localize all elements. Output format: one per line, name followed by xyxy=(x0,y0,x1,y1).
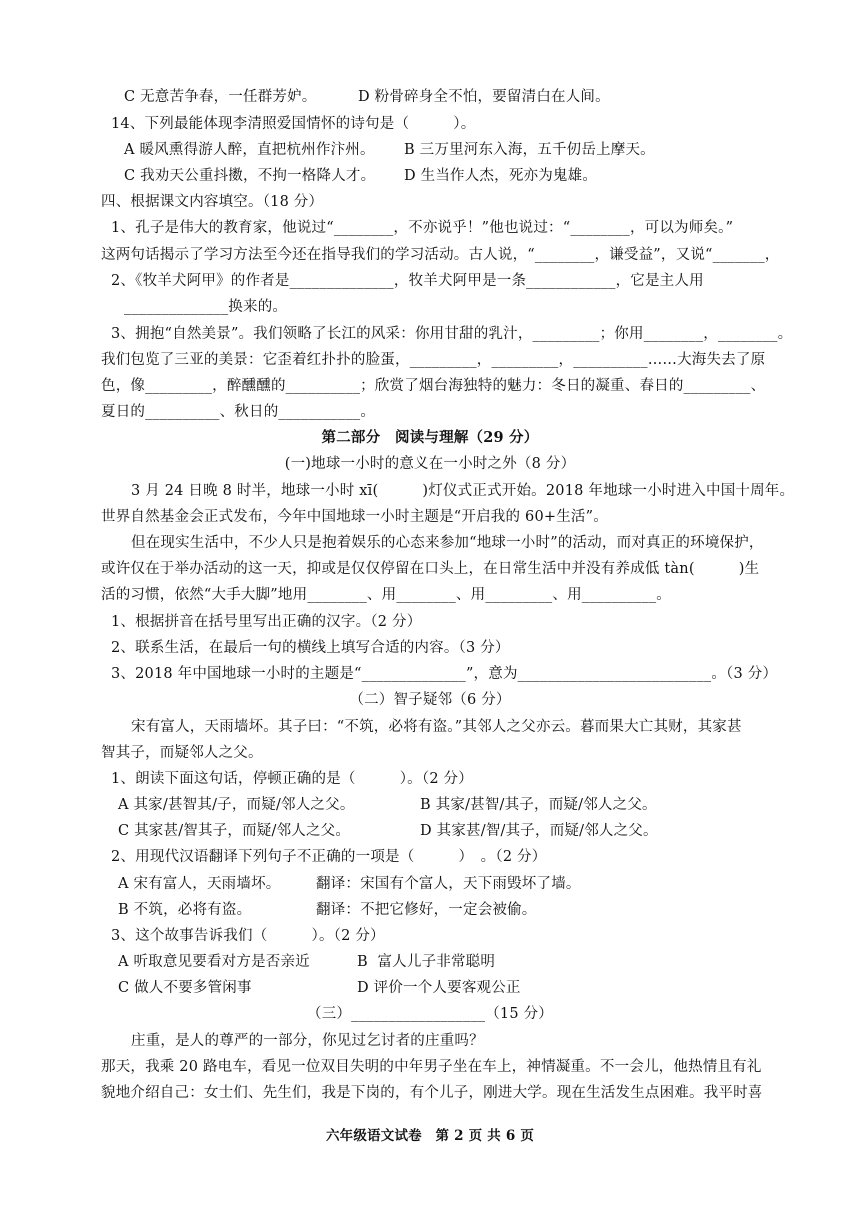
passage2-q1-option-a: A 其家/甚智其/子，而疑/邻人之父。 xyxy=(118,797,355,813)
passage2-q1-option-c: C 其家甚/智其子，而疑/邻人之父。 xyxy=(118,823,351,839)
q14-option-c: C 我劝天公重抖擞，不拘一格降人才。 xyxy=(124,168,376,184)
passage2-q1-option-b: B 其家/甚智/其子，而疑/邻人之父。 xyxy=(420,797,657,813)
passage2-q3-option-b: B 富人儿子非常聪明 xyxy=(357,954,496,970)
section4-q3-line1: 3、拥抱“自然美景”。我们领略了长江的风采：你用甘甜的乳汁，_________；你用________，________。 xyxy=(111,326,793,342)
passage2-q2-a-translation: 翻译：宋国有个富人，天下雨毁坏了墙。 xyxy=(316,876,581,892)
passage3-title: （三）__________________（15 分） xyxy=(307,1006,553,1022)
passage2-p1-line2: 智其子，而疑邻人之父。 xyxy=(101,745,263,761)
passage1-q2: 2、联系生活，在最后一句的横线上填写合适的内容。（3 分） xyxy=(111,640,510,656)
section4-title: 四、根据课文内容填空。（18 分） xyxy=(101,194,324,210)
passage2-q3-option-c: C 做人不要多管闲事 xyxy=(118,980,252,996)
passage2-p1-line1: 宋有富人，天雨墙坏。其子曰：“不筑，必将有盗。”其邻人之父亦云。暮而果大亡其财，其家甚 xyxy=(131,719,742,735)
passage2-title: （二）智子疑邻（6 分） xyxy=(349,692,511,708)
passage1-p2-line1: 但在现实生活中，不少人只是抱着娱乐的心态来参加“地球一小时”的活动，而对真正的环境保护， xyxy=(131,535,764,551)
passage3-p2-line1: 那天，我乘 20 路电车，看见一位双目失明的中年男子坐在车上，神情凝重。不一会儿，他热情且有礼 xyxy=(101,1059,762,1075)
passage3-p2-line2: 貌地介绍自己：女士们、先生们，我是下岗的，有个儿子，刚进大学。现在生活发生点困难。我平时喜 xyxy=(101,1085,763,1101)
q14-option-a: A 暖风熏得游人醉，直把杭州作汴州。 xyxy=(124,142,375,158)
section4-q3-line4: 夏日的__________、秋日的___________。 xyxy=(101,404,376,420)
page-footer: 六年级语文试卷 第 2 页 共 6 页 xyxy=(325,1128,535,1144)
passage2-q1-option-d: D 其家甚/智/其子，而疑/邻人之父。 xyxy=(420,823,658,839)
passage1-title: (一)地球一小时的意义在一小时之外（8 分） xyxy=(284,456,576,472)
section4-q3-line3: 色，像_________，醉醺醺的__________；欣赏了烟台海独特的魅力：冬日的凝重、春日的_________、 xyxy=(101,378,766,394)
section4-q2-line2: ______________换来的。 xyxy=(124,299,288,315)
q14-option-b: B 三万里河东入海，五千仞岳上摩天。 xyxy=(404,142,655,158)
passage3-p1: 庄重，是人的尊严的一部分，你见过乞讨者的庄重吗？ xyxy=(131,1033,484,1049)
q14-stem: 14、下列最能体现李清照爱国情怀的诗句是（ ）。 xyxy=(111,116,476,132)
passage1-p2-line2: 或许仅在于举办活动的这一天，抑或是仅仅停留在口头上，在日常生活中并没有养成低 tàn( )生 xyxy=(101,561,760,577)
passage1-p1-line2: 世界自然基金会正式发布，今年中国地球一小时主题是“开启我的 60+生活”。 xyxy=(101,509,608,525)
passage1-p2-line3: 活的习惯，依然“大手大脚”地用________、用________、用_________、用__________。 xyxy=(101,587,671,603)
passage2-q2-stem: 2、用现代汉语翻译下列句子不正确的一项是（ ） 。（2 分） xyxy=(111,849,547,865)
passage1-q1: 1、根据拼音在括号里写出正确的汉字。（2 分） xyxy=(111,614,422,630)
passage2-q2-b-source: B 不筑，必将有盗。 xyxy=(118,902,252,918)
passage2-q3-option-d: D 评价一个人要客观公正 xyxy=(357,980,521,996)
section4-q3-line2: 我们包览了三亚的美景：它歪着红扑扑的脸蛋，_________，_________，__________……大海失去了原 xyxy=(101,352,766,368)
passage1-p1-line1: 3 月 24 日晚 8 时半，地球一小时 xī( )灯仪式正式开始。2018 年地球一小时进入中国十周年。 xyxy=(131,483,795,499)
part2-title: 第二部分 阅读与理解（29 分） xyxy=(321,429,539,446)
passage1-q3: 3、2018 年中国地球一小时的主题是“______________”，意为__________________________。（3 分） xyxy=(111,666,778,682)
passage2-q2-a-source: A 宋有富人，天雨墙坏。 xyxy=(118,876,281,892)
q13-option-d: D 粉骨碎身全不怕，要留清白在人间。 xyxy=(358,89,610,105)
passage2-q1-stem: 1、朗读下面这句话，停顿正确的是（ ）。（2 分） xyxy=(111,771,473,787)
passage2-q2-b-translation: 翻译：不把它修好，一定会被偷。 xyxy=(316,902,537,918)
q14-option-d: D 生当作人杰，死亦为鬼雄。 xyxy=(404,168,598,184)
q13-option-c: C 无意苦争春，一任群芳妒。 xyxy=(124,89,317,105)
section4-q1-line1: 1、孔子是伟大的教育家，他说过“________，不亦说乎！”他也说过：“________，可以为师矣。” xyxy=(111,220,734,236)
section4-q1-line2: 这两句话揭示了学习方法至今还在指导我们的学习活动。古人说，“________，谦受益”，又说“_______， xyxy=(101,247,780,263)
section4-q2-line1: 2、《牧羊犬阿甲》的作者是______________，牧羊犬阿甲是一条____________，它是主人用 xyxy=(111,273,704,289)
passage2-q3-option-a: A 听取意见要看对方是否亲近 xyxy=(118,954,310,970)
passage2-q3-stem: 3、这个故事告诉我们（ ）。（2 分） xyxy=(111,928,385,944)
